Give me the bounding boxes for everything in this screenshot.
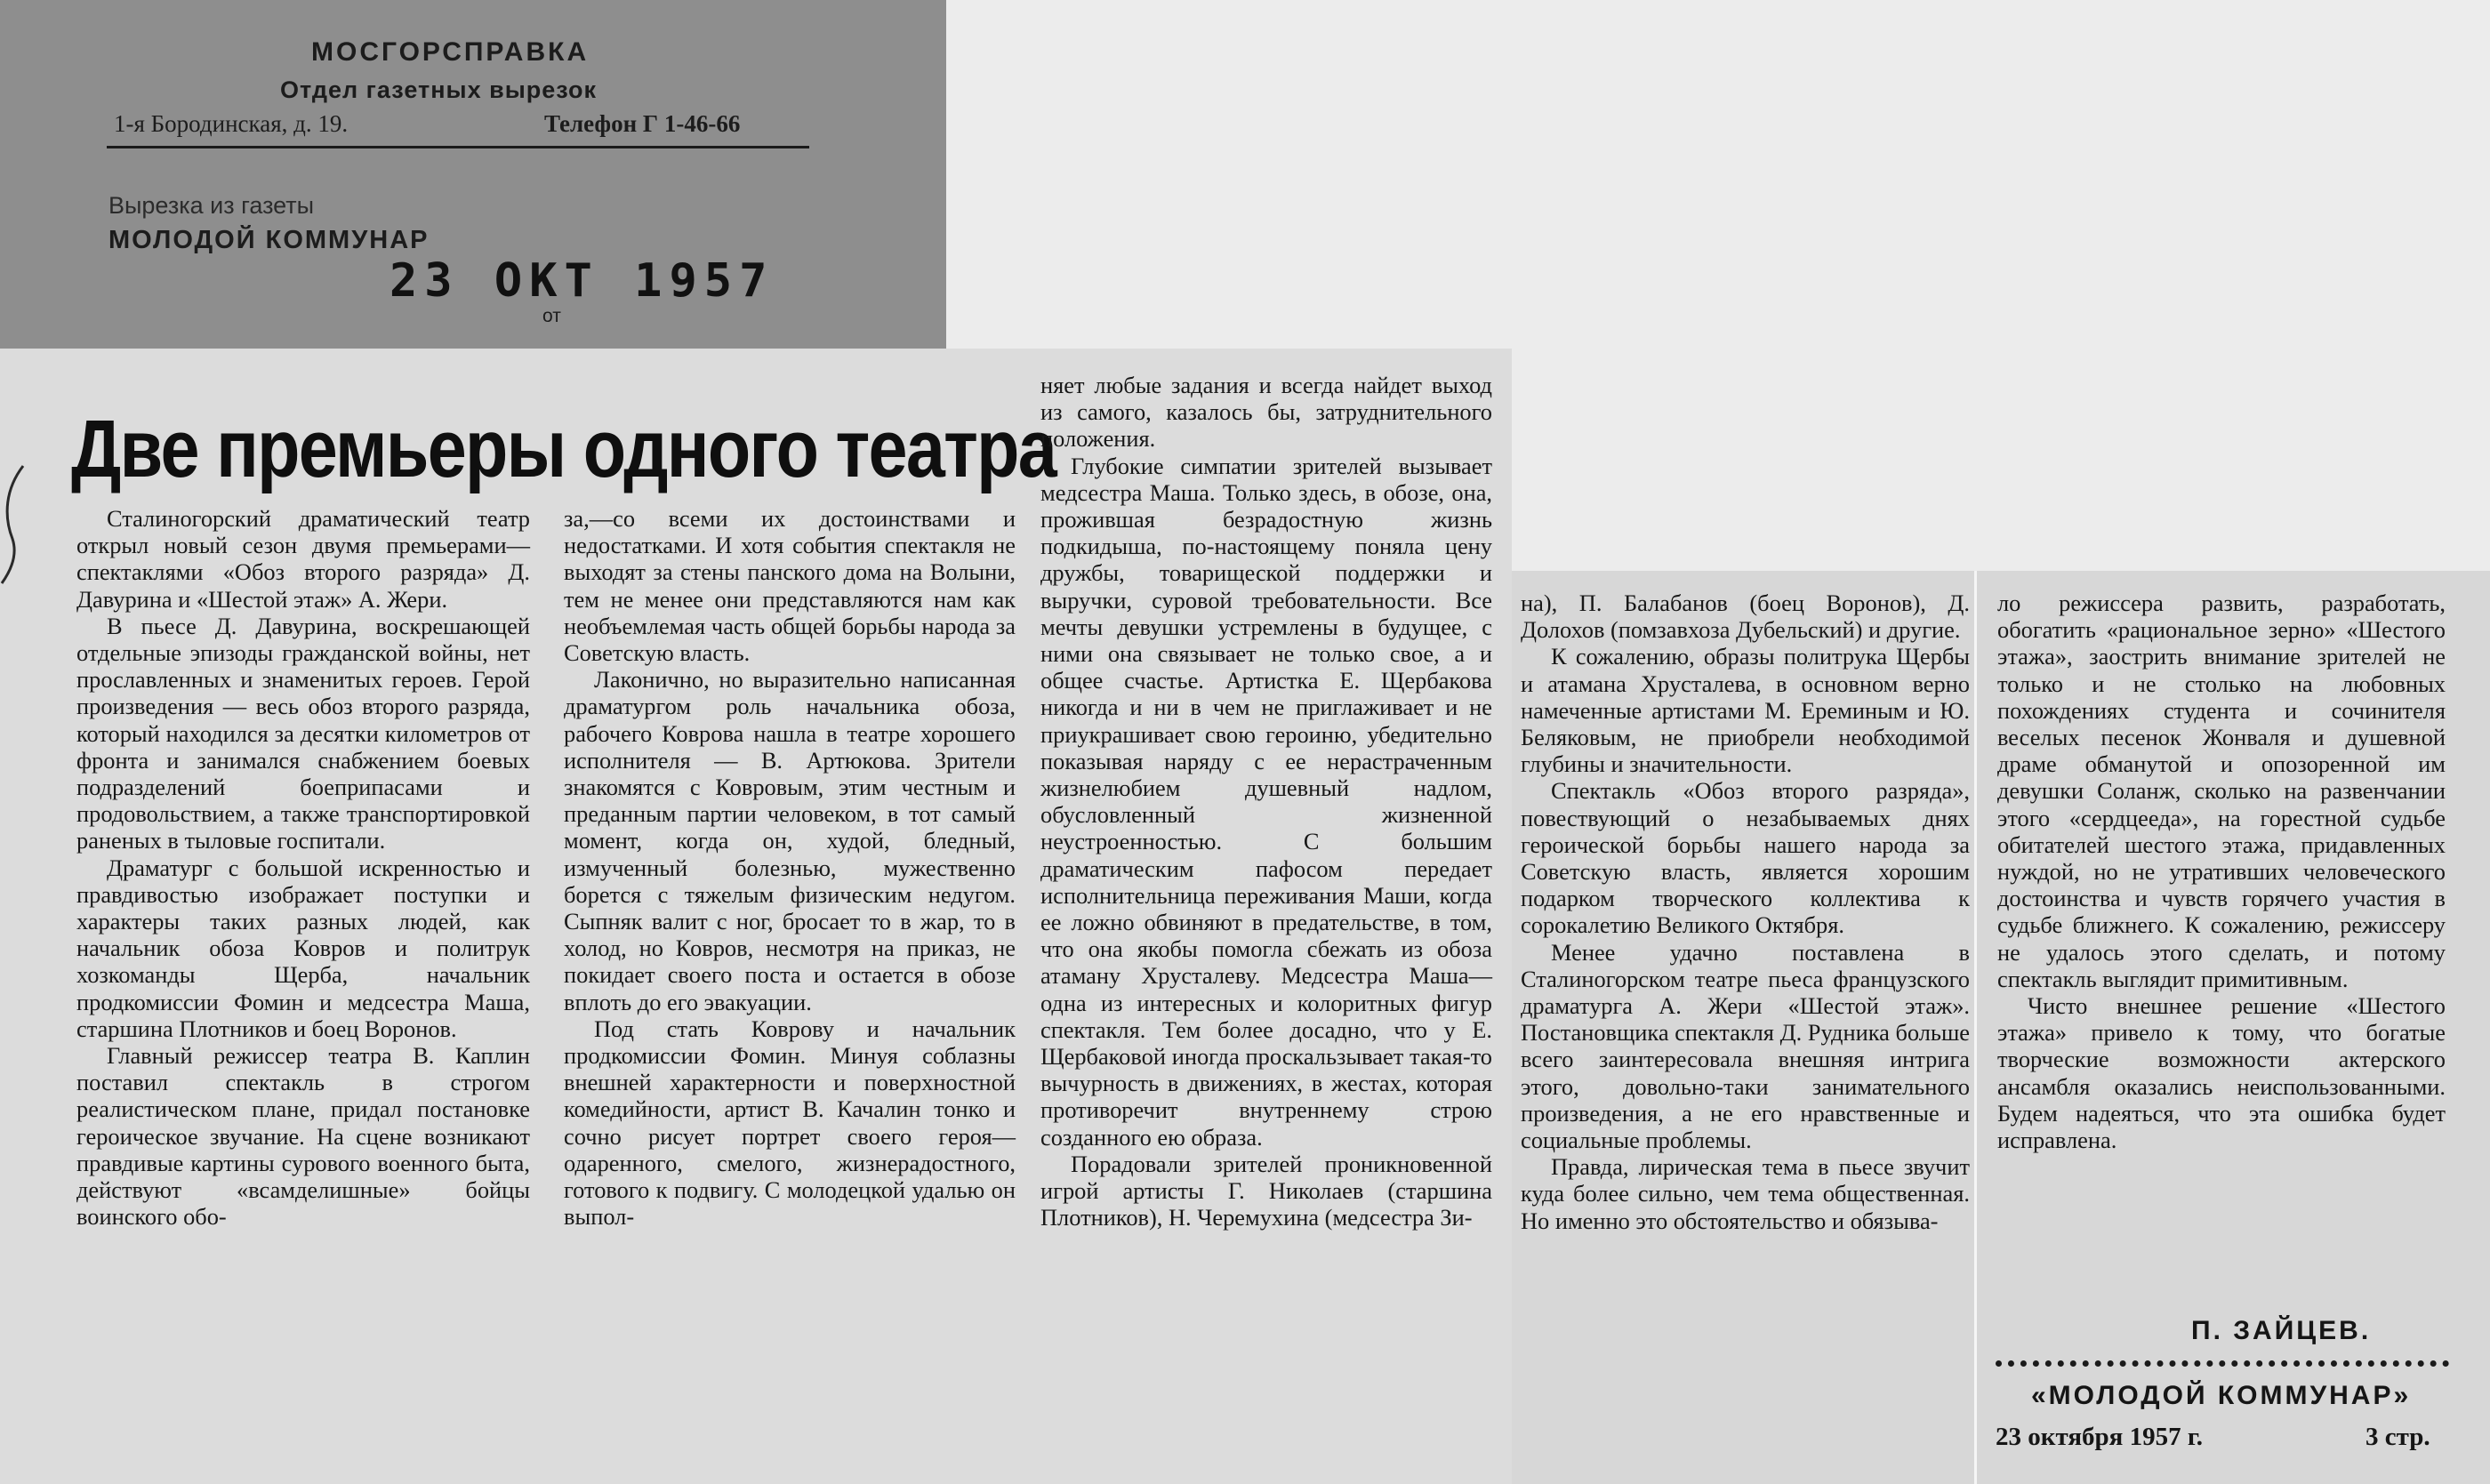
paragraph: Сталиногорский драматический театр открыл новый сезон двумя премьерами—спектаклями «Обоз второго разряда» Д. Давурина и «Шестой этаж» А. Жери.	[76, 505, 530, 613]
dotted-rule	[1996, 1360, 2449, 1367]
office-phone: Телефон Г 1-46-66	[544, 110, 741, 137]
paragraph: за,—со всеми их достоинствами и недостатками. И хотя события спектакля не выходят за стены панского дома на Волыни, тем не менее они представляются нам как необъемлемая часть общей борьбы народа за Советскую власть.	[564, 505, 1016, 667]
paragraph: ло режиссера развить, разработать, обогатить «рациональное зерно» «Шестого этажа», заострить внимание зрителей не только и не столько на любовных похождениях студента и сочинителя веселых песенок Жонваля и душевной драме обманутой и опозоренной им девушки Соланж, сколько на развенчании этого «сердцееда», на горестной судьбе обитателей шестого этажа, придавленных нуждой, но не утративших человеческого достоинства и чувств горячего участия в судьбе ближнего. К сожалению, режиссеру не удалось этого сделать, и потому спектакль выглядит примитивным.	[1997, 590, 2446, 992]
article-column-5	[1997, 590, 2446, 1354]
page-number: 3 стр.	[2366, 1423, 2430, 1451]
paragraph: Менее удачно поставлена в Сталиногорском театре пьеса французского драматурга А. Жери «Шестой этаж». Постановщика спектакля Д. Рудника больше всего заинтересовала внешняя интрига этого, довольно-таки занимательного произведения, а не его нравственные и социальные проблемы.	[1521, 938, 1970, 1154]
article-column-2	[564, 505, 1016, 1483]
office-name: МОСГОРСПРАВКА	[311, 37, 590, 67]
paragraph: Под стать Коврову и начальник продкомиссии Фомин. Минуя соблазны внешней характерности и поверхностной комедийности, артист В. Качалин тонко и сочно рисует портрет своего героя—одаренного, смелого, жизнерадостного, готового к подвигу. С молодецкой удалью он выпол-	[564, 1015, 1016, 1231]
date-stamp: 23 ОКТ 1957	[390, 254, 775, 308]
author-signature: П. ЗАЙЦЕВ.	[2191, 1316, 2372, 1345]
paragraph: Правда, лирическая тема в пьесе звучит куда более сильно, чем тема общественная. Но именно это обстоятельство и обязыва-	[1521, 1153, 1970, 1234]
paragraph: на), П. Балабанов (боец Воронов), Д. Долохов (помзавхоза Дубельский) и другие.	[1521, 590, 1970, 644]
card-divider	[107, 146, 809, 148]
paragraph: Спектакль «Обоз второго разряда», повествующий о незабываемых днях героической борьбы нашего народа за Советскую власть, является хорошим подарком творческого коллектива к сорокалетию Великого Октября.	[1521, 777, 1970, 939]
issue-date: 23 октября 1957 г.	[1996, 1423, 2203, 1451]
article-headline: Две премьеры одного театра	[71, 404, 1056, 494]
paragraph: Чисто внешнее решение «Шестого этажа» привело к тому, что богатые творческие возможности актерского ансамбля оказались неиспользованными. Будем надеяться, что эта ошибка будет исправлена.	[1997, 992, 2446, 1154]
paragraph: Драматург с большой искренностью и правдивостью изображает поступки и характеры таких разных людей, как начальник обоза Ковров и политрук хозкоманды Щерба, начальник продкомиссии Фомин и медсестра Маша, старшина Плотников и боец Воронов.	[76, 854, 530, 1042]
paragraph: Главный режиссер театра В. Каплин поставил спектакль в строгом реалистическом плане, придал постановке героическое звучание. На сцене возникают правдивые картины сурового военного быта, действуют «всамделишные» бойцы воинского обо-	[76, 1042, 530, 1231]
paragraph: Порадовали зрителей проникновенной игрой артисты Г. Николаев (старшина Плотников), Н. Черемухина (медсестра Зи-	[1040, 1150, 1492, 1231]
paragraph: няет любые задания и всегда найдет выход из самого, казалось бы, затруднительного положения.	[1040, 372, 1492, 453]
margin-pencil-mark	[0, 462, 25, 587]
clipping-card	[0, 0, 946, 356]
paragraph: В пьесе Д. Давурина, воскрешающей отдельные эпизоды гражданской войны, нет прославленных и знаменитых героев. Герой произведения — весь обоз второго разряда, который находился за десятки километров от фронта и занимался снабжением боевых подразделений боеприпасами и продовольствием, а также транспортировкой раненых в тыловые госпитали.	[76, 612, 530, 854]
source-newspaper: «МОЛОДОЙ КОММУНАР»	[2031, 1381, 2412, 1410]
office-address: 1-я Бородинская, д. 19.	[114, 110, 349, 137]
department-name: Отдел газетных вырезок	[280, 76, 598, 103]
article-column-3	[1040, 372, 1492, 1483]
column-divider	[1974, 571, 1977, 1484]
paragraph: Глубокие симпатии зрителей вызывает медсестра Маша. Только здесь, в обозе, она, прожившая безрадостную жизнь подкидыша, по-настоящему поняла цену дружбы, товарищеской поддержки и выручки, суровой требовательности. Все мечты девушки устремлены в будущее, с ними она связывает не только свое, а и общее счастье. Артистка Е. Щербакова никогда и ни в чем не приглаживает и не приукрашивает свою героиню, убедительно показывая наряду с ее нерастраченным жизнелюбием душевный надлом, обусловленный жизненной неустроенностью. С большим драматическим пафосом передает исполнительница переживания Маши, когда ее ложно обвиняют в предательстве, в том, что она якобы помогла сбежать из обоза атаману Хрусталеву. Медсестра Маша—одна из интересных и колоритных фигур спектакля. Тем более досадно, что у Е. Щербаковой иногда проскальзывает такая-то вычурность в движениях, в жестах, которая противоречит внутреннему строю созданного ею образа.	[1040, 452, 1492, 1151]
article-column-1	[76, 505, 530, 1483]
article-column-4	[1521, 590, 1970, 1484]
paragraph: Лаконично, но выразительно написанная драматургом роль начальника обоза, рабочего Коврова нашла в театре хорошего исполнителя — В. Артюкова. Зрители знакомятся с Ковровым, этим честным и преданным партии человеком, в тот самый момент, когда он, худой, бледный, измученный болезнью, мужественно борется с тяжелым физическим недугом. Сыпняк валит с ног, бросает то в жар, то в холод, но Ковров, несмотря на приказ, не покидает своего поста и остается в обозе вплоть до его эвакуации.	[564, 666, 1016, 1015]
newspaper-name: МОЛОДОЙ КОММУНАР	[108, 226, 430, 254]
clipping-label: Вырезка из газеты	[108, 192, 315, 219]
paragraph: К сожалению, образы политрука Щербы и атамана Хрусталева, в основном верно намеченные артистами М. Ереминым и Ю. Беляковым, не приобрели необходимой глубины и значительности.	[1521, 643, 1970, 778]
from-label: от	[542, 306, 561, 326]
